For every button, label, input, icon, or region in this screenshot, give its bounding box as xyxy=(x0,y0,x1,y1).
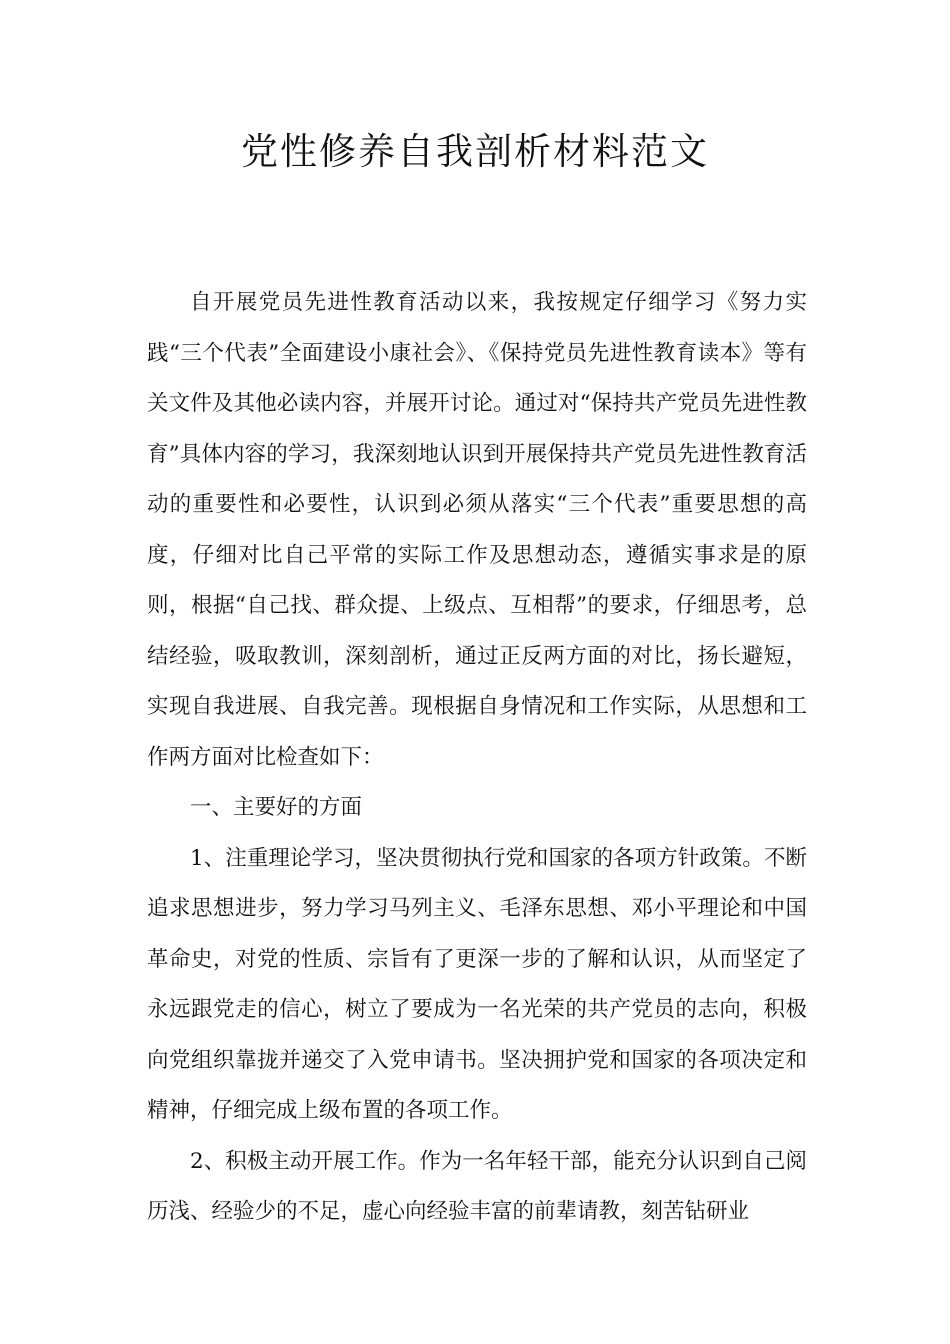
paragraph-item-2: 2、积极主动开展工作。作为一名年轻干部，能充分认识到自己阅历浅、经验少的不足，虚心向经验丰富的前辈请教，刻苦钻研业 xyxy=(147,1148,807,1224)
paragraph-intro: 自开展党员先进性教育活动以来，我按规定仔细学习《努力实践“三个代表”全面建设小康社会》、《保持党员先进性教育读本》等有关文件及其他必读内容，并展开讨论。通过对“保持共产党员先进性教育”具体内容的学习，我深刻地认识到开展保持共产党员先进性教育活动的重要性和必要性，认识到必须从落实“三个代表”重要思想的高度，仔细对比自己平常的实际工作及思想动态，遵循实事求是的原则，根据“自己找、群众提、上级点、互相帮”的要求，仔细思考，总结经验，吸取教训，深刻剖析，通过正反两方面的对比，扬长避短，实现自我进展、自我完善。现根据自身情况和工作实际，从思想和工作两方面对比检查如下： xyxy=(147,290,807,770)
section-heading: 一、主要好的方面 xyxy=(190,795,363,820)
paragraph-item-1: 1、注重理论学习，坚决贯彻执行党和国家的各项方针政策。不断追求思想进步，努力学习马列主义、毛泽东思想、邓小平理论和中国革命史，对党的性质、宗旨有了更深一步的了解和认识，从而坚定了永远跟党走的信心，树立了要成为一名光荣的共产党员的志向，积极向党组织靠拢并递交了入党申请书。坚决拥护党和国家的各项决定和精神，仔细完成上级布置的各项工作。 xyxy=(147,845,807,1123)
document-body xyxy=(147,278,807,1238)
document-title: 党性修养自我剖析材料范文 xyxy=(241,130,709,173)
